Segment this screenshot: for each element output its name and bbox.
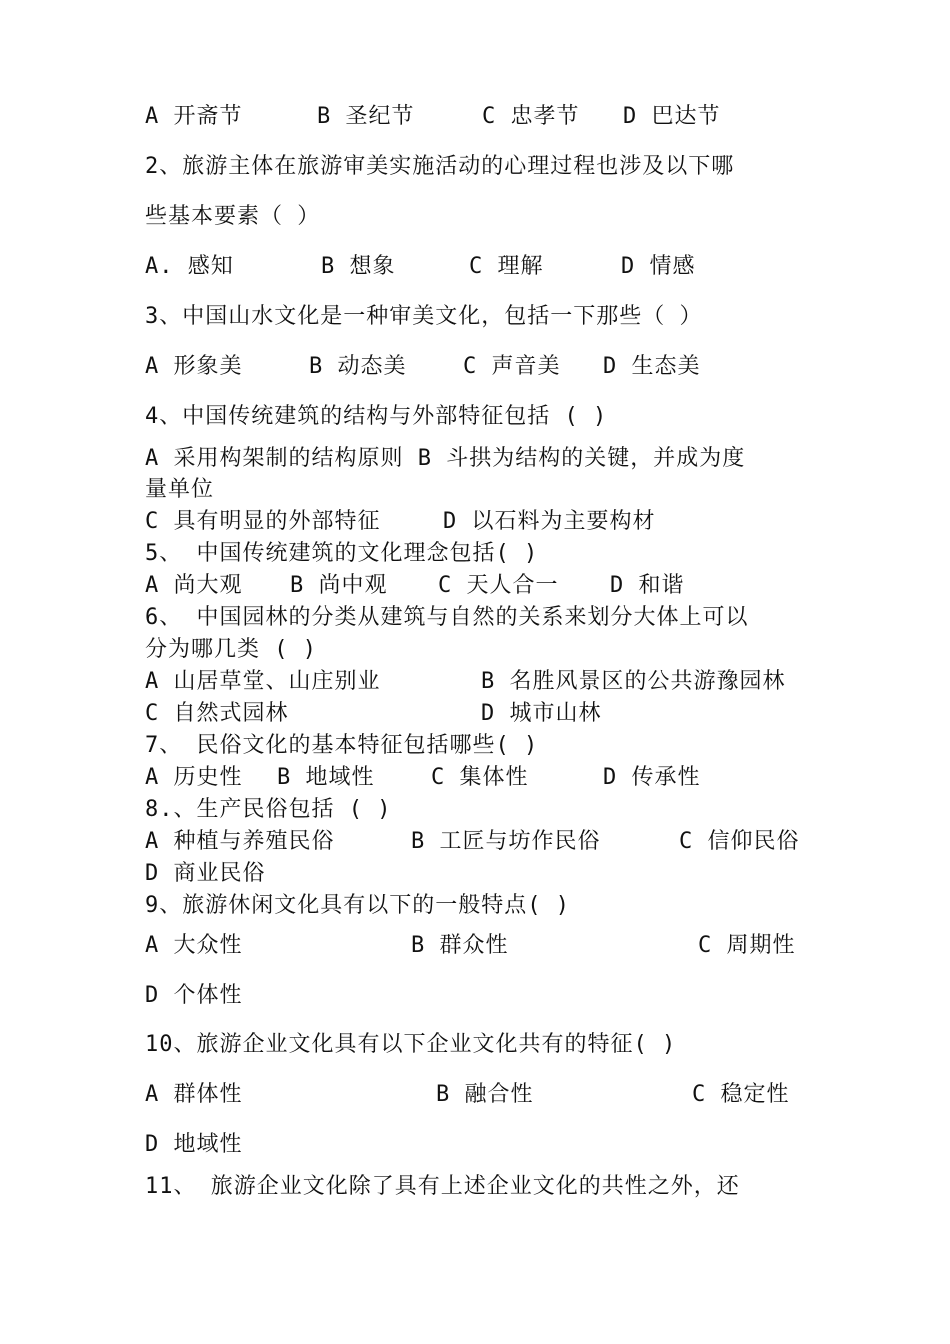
option-b: B 圣纪节 <box>317 104 415 129</box>
option-a: A 尚大观 <box>145 573 243 598</box>
question-1-options <box>145 104 825 130</box>
option-d: D 生态美 <box>603 354 701 379</box>
option-a: A 种植与养殖民俗 <box>145 829 335 854</box>
option-b: B 动态美 <box>309 354 407 379</box>
option-d: D 巴达节 <box>623 104 721 129</box>
option-c: C 稳定性 <box>692 1082 790 1107</box>
question-7-stem: 7、 民俗文化的基本特征包括哪些( ) <box>145 733 539 758</box>
question-6-stem: 6、 中国园林的分类从建筑与自然的关系来划分大体上可以 <box>145 605 749 630</box>
option-c: C 理解 <box>469 254 544 279</box>
question-8-options <box>145 829 825 855</box>
option-c: C 周期性 <box>698 933 796 958</box>
option-d: D 传承性 <box>603 765 701 790</box>
question-2-stem: 2、旅游主体在旅游审美实施活动的心理过程也涉及以下哪 <box>145 154 735 179</box>
question-6-stem-cont: 分为哪几类 ( ) <box>145 637 317 662</box>
question-6-options-ab <box>145 669 825 695</box>
question-2-options <box>145 254 825 280</box>
option-c: C 天人合一 <box>438 573 559 598</box>
option-a: A 历史性 <box>145 765 243 790</box>
question-10-stem: 10、旅游企业文化具有以下企业文化共有的特征( ) <box>145 1032 677 1057</box>
option-c: C 集体性 <box>431 765 529 790</box>
option-c: C 忠孝节 <box>482 104 580 129</box>
option-a: A 开斋节 <box>145 104 243 129</box>
question-8-option-d: D 商业民俗 <box>145 861 266 886</box>
option-a: A 大众性 <box>145 933 243 958</box>
option-a: A 群体性 <box>145 1082 243 1107</box>
option-c: C 声音美 <box>463 354 561 379</box>
question-4-option-ab-cont: 量单位 <box>145 477 215 502</box>
option-b: B 融合性 <box>436 1082 534 1107</box>
question-9-option-d: D 个体性 <box>145 983 243 1008</box>
question-9-stem: 9、旅游休闲文化具有以下的一般特点( ) <box>145 893 570 918</box>
option-c: C 信仰民俗 <box>679 829 800 854</box>
question-7-options <box>145 765 825 791</box>
question-10-options <box>145 1082 825 1108</box>
question-3-stem: 3、中国山水文化是一种审美文化，包括一下那些（ ） <box>145 304 703 329</box>
question-11-stem: 11、 旅游企业文化除了具有上述企业文化的共性之外，还 <box>145 1174 740 1199</box>
option-b: B 名胜风景区的公共游豫园林 <box>481 669 786 694</box>
question-8-stem: 8.、生产民俗包括 ( ) <box>145 797 392 822</box>
option-b: B 工匠与坊作民俗 <box>411 829 601 854</box>
option-a: A 形象美 <box>145 354 243 379</box>
option-d: D 情感 <box>621 254 696 279</box>
question-4-stem: 4、中国传统建筑的结构与外部特征包括 ( ) <box>145 404 608 429</box>
question-10-option-d: D 地域性 <box>145 1132 243 1157</box>
option-d: D 和谐 <box>610 573 685 598</box>
option-b: B 尚中观 <box>290 573 388 598</box>
question-4-options-cd <box>145 509 825 535</box>
option-b: B 群众性 <box>411 933 509 958</box>
option-a: A 山居草堂、山庄别业 <box>145 669 381 694</box>
option-d: D 城市山林 <box>481 701 602 726</box>
option-b: B 地域性 <box>277 765 375 790</box>
option-c: C 具有明显的外部特征 <box>145 509 381 534</box>
question-3-options <box>145 354 825 380</box>
question-9-options <box>145 933 825 959</box>
question-6-options-cd <box>145 701 825 727</box>
question-2-stem-cont: 些基本要素（ ） <box>145 204 321 229</box>
option-d: D 以石料为主要构材 <box>443 509 656 534</box>
question-5-stem: 5、 中国传统建筑的文化理念包括( ) <box>145 541 539 566</box>
option-c: C 自然式园林 <box>145 701 289 726</box>
option-a: A. 感知 <box>145 254 234 279</box>
question-4-option-ab: A 采用构架制的结构原则 B 斗拱为结构的关键，并成为度 <box>145 446 746 471</box>
question-5-options <box>145 573 825 599</box>
option-b: B 想象 <box>321 254 396 279</box>
